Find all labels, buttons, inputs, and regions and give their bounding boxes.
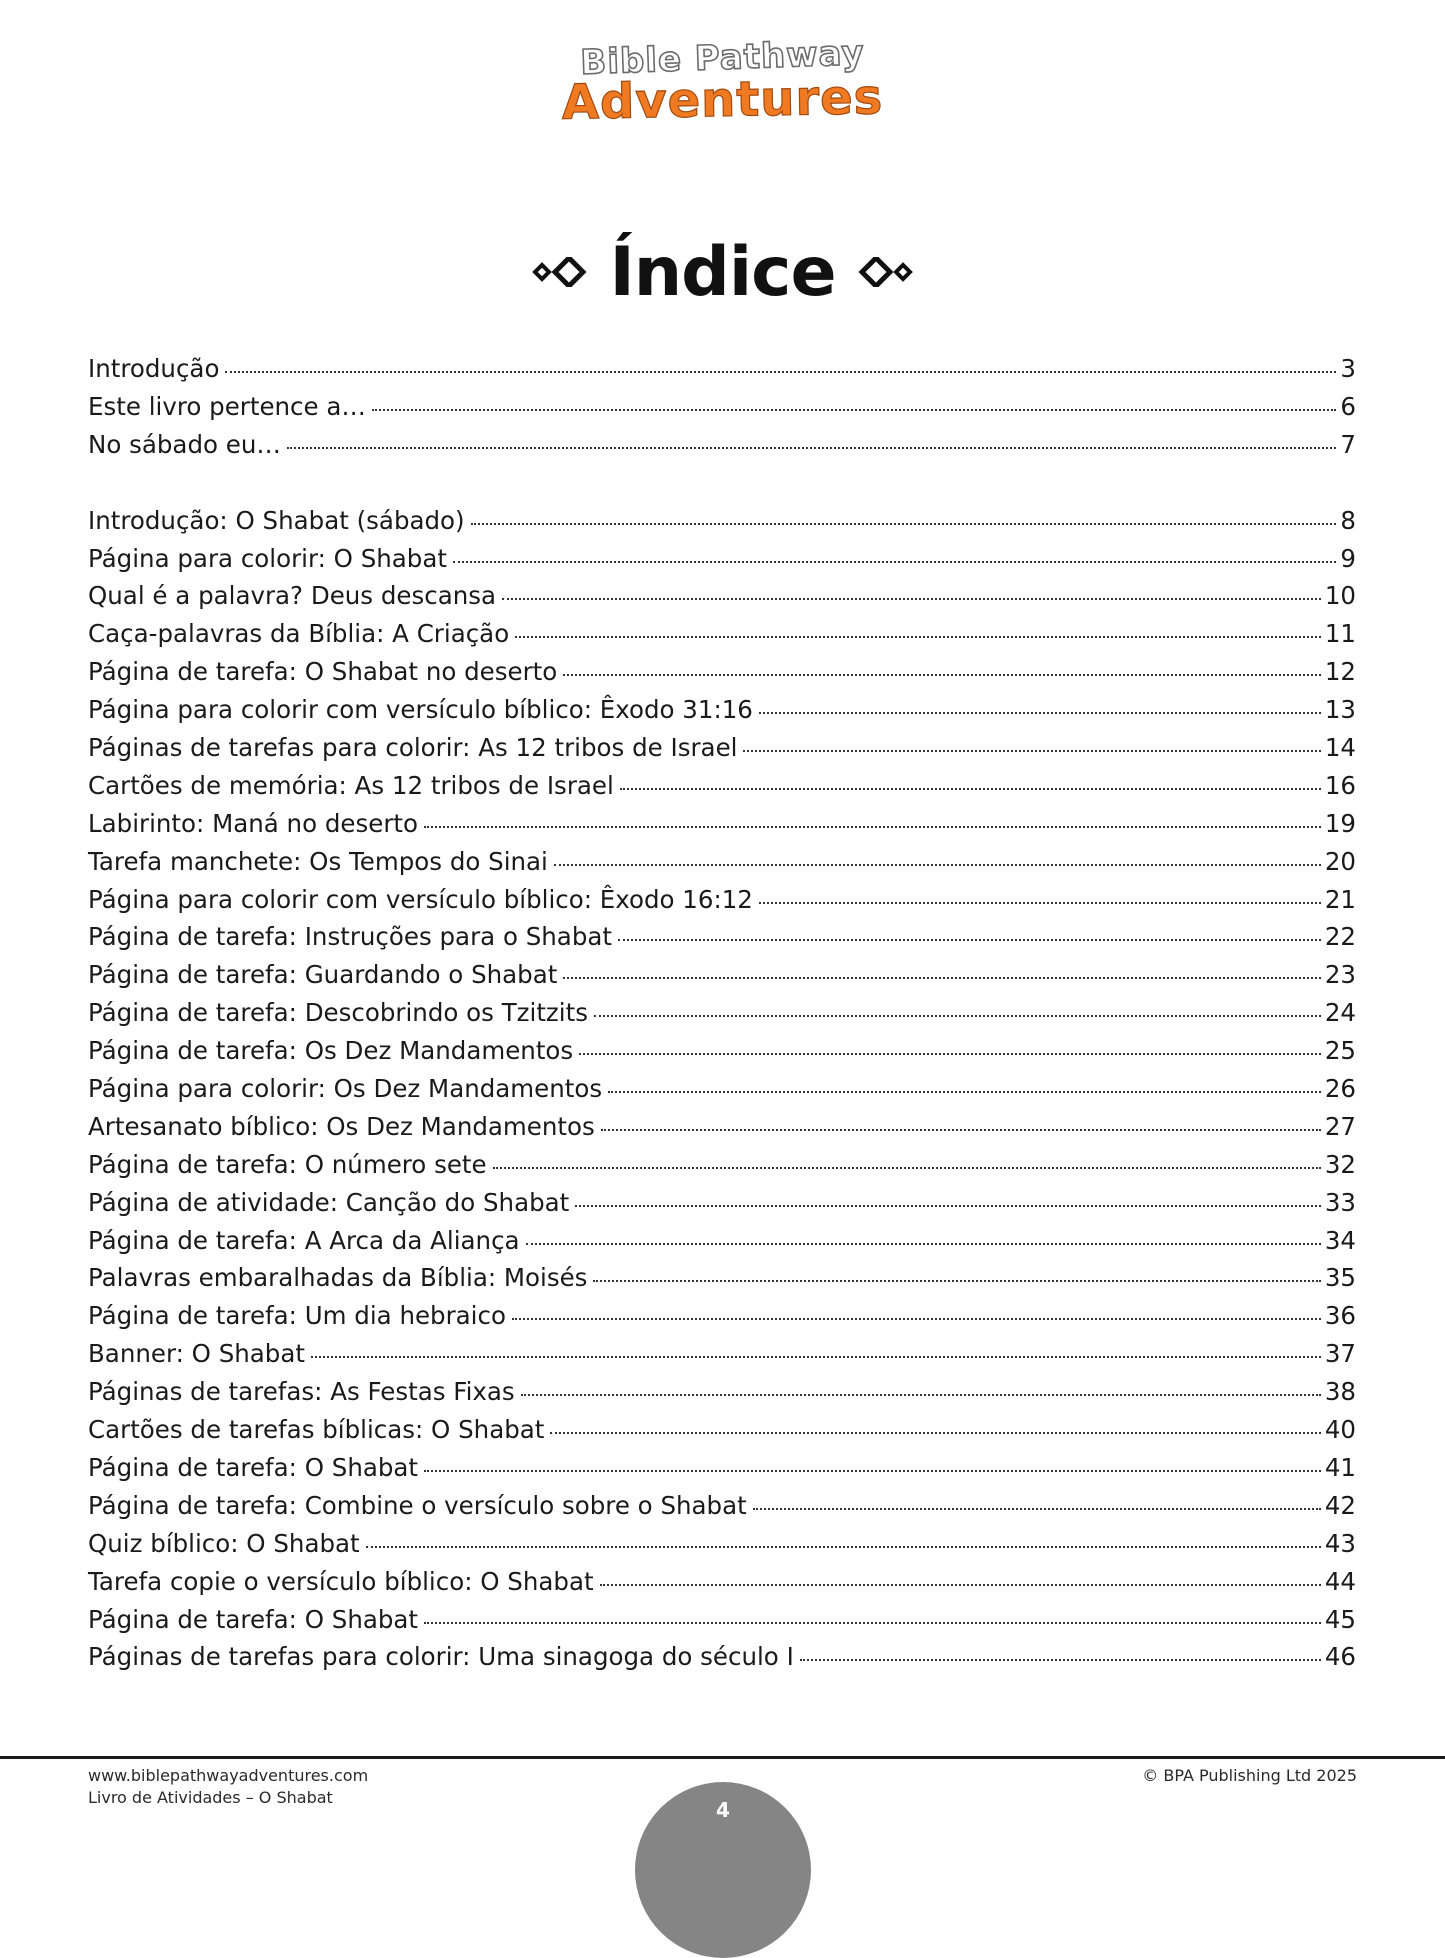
toc-entry[interactable] xyxy=(88,657,1356,695)
toc-dot-leader xyxy=(550,1432,1320,1434)
toc-entry[interactable] xyxy=(88,1605,1356,1643)
toc-entry-page: 40 xyxy=(1324,1415,1356,1445)
toc-entry-label: Páginas de tarefas para colorir: As 12 tribos de Israel xyxy=(88,733,738,763)
toc-entry-page: 23 xyxy=(1324,960,1356,990)
toc-entry-label: Cartões de memória: As 12 tribos de Israel xyxy=(88,770,614,800)
toc-entry[interactable] xyxy=(88,809,1356,847)
toc-entry[interactable] xyxy=(88,506,1356,544)
toc-dot-leader xyxy=(743,750,1320,752)
toc-entry-label: Página de tarefa: Descobrindo os Tzitzits xyxy=(88,998,588,1028)
toc-entry-page: 7 xyxy=(1340,429,1356,459)
toc-entry-label: Página de tarefa: Instruções para o Shabat xyxy=(88,922,612,952)
toc-dot-leader xyxy=(453,561,1336,563)
toc-entry-page: 44 xyxy=(1324,1566,1356,1596)
toc-group-spacer xyxy=(88,468,1356,506)
toc-entry-page: 32 xyxy=(1324,1149,1356,1179)
toc-dot-leader xyxy=(608,1091,1321,1093)
toc-entry-page: 36 xyxy=(1324,1301,1356,1331)
toc-entry-label: Páginas de tarefas para colorir: Uma sinagoga do século I xyxy=(88,1642,794,1672)
toc-entry[interactable] xyxy=(88,1036,1356,1074)
toc-entry-label: Introdução xyxy=(88,354,220,383)
toc-entry-label: Página de tarefa: Combine o versículo sobre o Shabat xyxy=(88,1490,747,1520)
toc-entry-label: Página de tarefa: O Shabat no deserto xyxy=(88,657,558,687)
toc-entry-label: Página para colorir: Os Dez Mandamentos xyxy=(88,1074,603,1104)
toc-dot-leader xyxy=(424,826,1321,828)
toc-entry[interactable] xyxy=(88,1074,1356,1112)
toc-entry-page: 22 xyxy=(1324,922,1356,952)
toc-entry[interactable] xyxy=(88,1188,1356,1226)
toc-entry[interactable] xyxy=(88,771,1356,809)
toc-dot-leader xyxy=(366,1546,1321,1548)
toc-entry-label: Página de atividade: Canção do Shabat xyxy=(88,1187,570,1217)
toc-entry-label: Página de tarefa: Os Dez Mandamentos xyxy=(88,1036,574,1066)
toc-entry[interactable] xyxy=(88,1567,1356,1605)
toc-entry-page: 43 xyxy=(1324,1528,1356,1558)
footer-website-link[interactable]: www.biblepathwayadventures.com xyxy=(88,1766,369,1785)
toc-dot-leader xyxy=(575,1205,1321,1207)
toc-dot-leader xyxy=(800,1659,1321,1661)
toc-entry-label: Página de tarefa: O Shabat xyxy=(88,1604,419,1634)
toc-entry-page: 13 xyxy=(1324,695,1356,725)
toc-entry-page: 24 xyxy=(1324,998,1356,1028)
toc-entry-label: Introdução: O Shabat (sábado) xyxy=(88,505,465,535)
toc-entry-label: Labirinto: Maná no deserto xyxy=(88,808,418,838)
toc-entry-label: Página para colorir com versículo bíblico: Êxodo 31:16 xyxy=(88,695,753,725)
toc-entry-page: 8 xyxy=(1340,505,1356,535)
footer-copyright: © BPA Publishing Ltd 2025 xyxy=(1142,1766,1357,1785)
toc-entry[interactable] xyxy=(88,1112,1356,1150)
toc-entry-label: Página de tarefa: O Shabat xyxy=(88,1452,419,1482)
toc-dot-leader xyxy=(753,1508,1321,1510)
toc-entry[interactable] xyxy=(88,430,1356,468)
toc-entry[interactable] xyxy=(88,1301,1356,1339)
toc-entry[interactable] xyxy=(88,847,1356,885)
toc-entry-label: Qual é a palavra? Deus descansa xyxy=(88,581,497,611)
toc-entry-label: Cartões de tarefas bíblicas: O Shabat xyxy=(88,1415,545,1445)
toc-dot-leader xyxy=(471,523,1337,525)
toc-entry-label: Página para colorir com versículo bíblico: Êxodo 16:12 xyxy=(88,884,753,914)
toc-entry-page: 45 xyxy=(1324,1604,1356,1634)
toc-entry-page: 27 xyxy=(1324,1111,1356,1141)
toc-dot-leader xyxy=(759,712,1321,714)
toc-entry[interactable] xyxy=(88,1150,1356,1188)
toc-entry-label: Página de tarefa: O número sete xyxy=(88,1149,487,1179)
footer-left xyxy=(88,1765,368,1809)
toc-dot-leader xyxy=(372,409,1337,411)
toc-entry[interactable] xyxy=(88,1453,1356,1491)
toc-entry-page: 6 xyxy=(1340,391,1356,421)
logo-line-top: Bible Pathway xyxy=(579,33,866,83)
toc-entry-page: 26 xyxy=(1324,1074,1356,1104)
toc-entry-page: 25 xyxy=(1324,1036,1356,1066)
toc-entry-page: 46 xyxy=(1324,1642,1356,1672)
toc-dot-leader xyxy=(594,1015,1321,1017)
toc-dot-leader xyxy=(563,674,1321,676)
toc-dot-leader xyxy=(493,1167,1321,1169)
toc-dot-leader xyxy=(515,636,1321,638)
toc-entry-page: 21 xyxy=(1324,884,1356,914)
toc-entry[interactable] xyxy=(88,922,1356,960)
toc-entry[interactable] xyxy=(88,960,1356,998)
toc-entry-label: Palavras embaralhadas da Bíblia: Moisés xyxy=(88,1263,588,1293)
toc-entry-label: Quiz bíblico: O Shabat xyxy=(88,1528,360,1558)
table-of-contents xyxy=(88,354,1356,1680)
toc-entry[interactable] xyxy=(88,1529,1356,1567)
toc-entry[interactable] xyxy=(88,619,1356,657)
toc-entry-page: 14 xyxy=(1324,733,1356,763)
toc-entry-page: 41 xyxy=(1324,1452,1356,1482)
toc-entry-page: 42 xyxy=(1324,1490,1356,1520)
toc-entry-label: Artesanato bíblico: Os Dez Mandamentos xyxy=(88,1111,595,1141)
toc-entry-label: Páginas de tarefas: As Festas Fixas xyxy=(88,1377,515,1407)
footer-divider xyxy=(0,1756,1445,1759)
toc-entry[interactable] xyxy=(88,354,1356,392)
toc-entry-label: Página para colorir: O Shabat xyxy=(88,543,447,573)
page-number: 4 xyxy=(716,1798,730,1822)
toc-entry-page: 33 xyxy=(1324,1187,1356,1217)
toc-entry[interactable] xyxy=(88,695,1356,733)
toc-entry[interactable] xyxy=(88,1263,1356,1301)
toc-entry-label: Tarefa copie o versículo bíblico: O Shabat xyxy=(88,1566,594,1596)
toc-entry-page: 38 xyxy=(1324,1377,1356,1407)
toc-dot-leader xyxy=(502,598,1321,600)
toc-entry[interactable] xyxy=(88,1491,1356,1529)
toc-group-intro xyxy=(88,354,1356,468)
toc-entry-page: 37 xyxy=(1324,1339,1356,1369)
toc-entry-label: Página de tarefa: A Arca da Aliança xyxy=(88,1225,520,1255)
toc-dot-leader xyxy=(424,1470,1321,1472)
toc-dot-leader xyxy=(311,1356,1321,1358)
toc-entry[interactable] xyxy=(88,998,1356,1036)
toc-dot-leader xyxy=(512,1318,1321,1320)
toc-dot-leader xyxy=(593,1280,1320,1282)
title-block xyxy=(0,222,1445,322)
toc-entry[interactable] xyxy=(88,1642,1356,1680)
toc-entry-page: 19 xyxy=(1324,808,1356,838)
toc-dot-leader xyxy=(759,902,1321,904)
toc-dot-leader xyxy=(554,864,1321,866)
toc-entry-label: No sábado eu… xyxy=(88,429,281,459)
toc-entry[interactable] xyxy=(88,544,1356,582)
toc-dot-leader xyxy=(579,1053,1321,1055)
toc-dot-leader xyxy=(620,788,1321,790)
toc-entry-label: Tarefa manchete: Os Tempos do Sinai xyxy=(88,846,548,876)
toc-entry[interactable] xyxy=(88,1415,1356,1453)
diamond-ornament-right-icon xyxy=(858,257,918,287)
toc-dot-leader xyxy=(521,1394,1321,1396)
toc-entry-label: Caça-palavras da Bíblia: A Criação xyxy=(88,619,510,649)
toc-dot-leader xyxy=(225,371,1336,373)
toc-entry[interactable] xyxy=(88,581,1356,619)
toc-entry[interactable] xyxy=(88,1226,1356,1264)
footer-book-title: Livro de Atividades – O Shabat xyxy=(88,1788,333,1807)
toc-entry[interactable] xyxy=(88,733,1356,771)
toc-entry-page: 10 xyxy=(1324,581,1356,611)
toc-dot-leader xyxy=(618,939,1321,941)
toc-entry-page: 16 xyxy=(1324,770,1356,800)
toc-entry[interactable] xyxy=(88,1377,1356,1415)
toc-entry-label: Este livro pertence a… xyxy=(88,391,366,421)
toc-entry-page: 34 xyxy=(1324,1225,1356,1255)
toc-entry-page: 9 xyxy=(1340,543,1356,573)
toc-entry[interactable] xyxy=(88,885,1356,923)
diamond-ornament-left-icon xyxy=(527,257,587,287)
toc-entry-label: Banner: O Shabat xyxy=(88,1339,305,1369)
page-title: Índice xyxy=(609,232,836,312)
toc-entry-page: 3 xyxy=(1340,354,1356,383)
brand-logo xyxy=(0,33,1445,131)
toc-group-activities xyxy=(88,506,1356,1681)
toc-entry-page: 11 xyxy=(1324,619,1356,649)
toc-entry-page: 12 xyxy=(1324,657,1356,687)
toc-dot-leader xyxy=(526,1243,1321,1245)
toc-dot-leader xyxy=(600,1584,1321,1586)
toc-entry[interactable] xyxy=(88,1339,1356,1377)
toc-entry-label: Página de tarefa: Guardando o Shabat xyxy=(88,960,558,990)
toc-dot-leader xyxy=(424,1622,1321,1624)
toc-dot-leader xyxy=(287,447,1337,449)
toc-entry-page: 35 xyxy=(1324,1263,1356,1293)
toc-entry[interactable] xyxy=(88,392,1356,430)
toc-dot-leader xyxy=(563,977,1320,979)
toc-entry-page: 20 xyxy=(1324,846,1356,876)
toc-dot-leader xyxy=(601,1129,1321,1131)
toc-entry-label: Página de tarefa: Um dia hebraico xyxy=(88,1301,506,1331)
logo-line-bottom: Adventures xyxy=(561,69,884,131)
